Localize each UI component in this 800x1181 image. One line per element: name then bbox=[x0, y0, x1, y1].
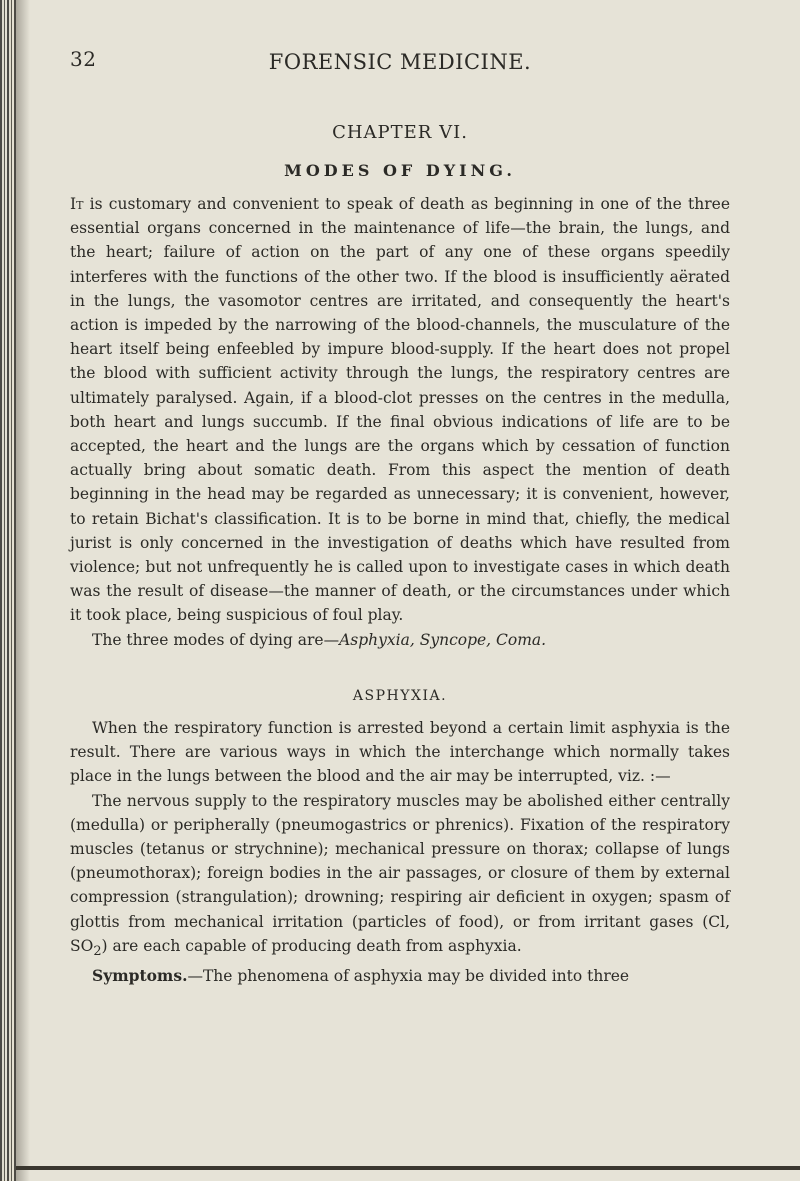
intro-section bbox=[70, 192, 730, 652]
intro-paragraph bbox=[70, 192, 730, 628]
asphyxia-section bbox=[70, 716, 730, 988]
asphyxia-paragraph-2 bbox=[70, 789, 730, 965]
modes-list: Asphyxia, Syncope, Coma. bbox=[339, 630, 547, 649]
asphyxia-causes-text: The nervous supply to the respiratory muscles may be abolished either centrally (medulla) or peripherally (pneumogastrics or phrenics). Fixation of the respiratory muscles (tetanus or strychnine); mechanical pressure on thorax; collapse of lungs (pneumothorax); foreign bodies in the air passages, or closure of them by external compression (strangulation); drowning; respiring air deficient in oxygen; spasm of glottis from mechanical irritation (particles of food), or from irritant gases (Cl, SO bbox=[70, 791, 730, 955]
modes-prefix: The three modes of dying are— bbox=[92, 630, 340, 649]
page-number: 32 bbox=[70, 47, 97, 71]
running-title: FORENSIC MEDICINE. bbox=[268, 50, 532, 74]
symptoms-text: —The phenomena of asphyxia may be divided into three bbox=[187, 967, 630, 986]
asphyxia-causes-end: ) are each capable of producing death from asphyxia. bbox=[101, 936, 522, 955]
intro-paragraph-text: is customary and convenient to speak of death as beginning in one of the three essential organs concerned in the maintenance of life—the brain, the lungs, and the heart; failure of action on the part of any one of these organs speedily interferes with the functions of the other two. If the blood is insufficiently aërated in the lungs, the vasomotor centres are irritated, and consequently the heart's action is impeded by the narrowing of the blood-channels, the musculature of the heart itself being enfeebled by impure blood-supply. If the heart does not propel the blood with sufficient activity through the lungs, the respiratory centres are ultimately paralysed. Again, if a blood-clot presses on the centres in the medulla, both heart and lungs succumb. If the final obvious indications of life are to be accepted, the heart and the lungs are the organs which by cessation of function actually bring about somatic death. From this aspect the mention of death beginning in the head may be regarded as unnecessary; it is convenient, however, to retain Bichat's classification. It is to be borne in mind that, chiefly, the medical jurist is only concerned in the investigation of deaths which have resulted from violence; but not unfrequently he is called upon to investigate cases in which death was the result of disease—the manner of death, or the circumstances under which it took place, being suspicious of foul play. bbox=[70, 195, 730, 625]
modes-paragraph bbox=[70, 628, 730, 652]
asphyxia-paragraph-1: When the respiratory function is arrested beyond a certain limit asphyxia is the result. There are various ways in which the interchange which normally takes place in the lungs between the blood and the air may be interrupted, viz. :— bbox=[70, 719, 730, 786]
running-header bbox=[70, 47, 730, 80]
section-heading-asphyxia: ASPHYXIA. bbox=[352, 688, 448, 704]
gutter-shadow bbox=[16, 0, 30, 1181]
symptoms-label: Symptoms. bbox=[92, 966, 188, 986]
intro-lead-word: It bbox=[70, 195, 84, 213]
page-bottom-edge bbox=[16, 1166, 800, 1170]
chapter-title: CHAPTER VI. bbox=[332, 122, 468, 143]
chapter-subtitle: MODES OF DYING. bbox=[284, 161, 516, 180]
symptoms-paragraph bbox=[70, 964, 730, 988]
book-binding-edge bbox=[0, 0, 16, 1181]
subscript-2: 2 bbox=[93, 943, 102, 959]
